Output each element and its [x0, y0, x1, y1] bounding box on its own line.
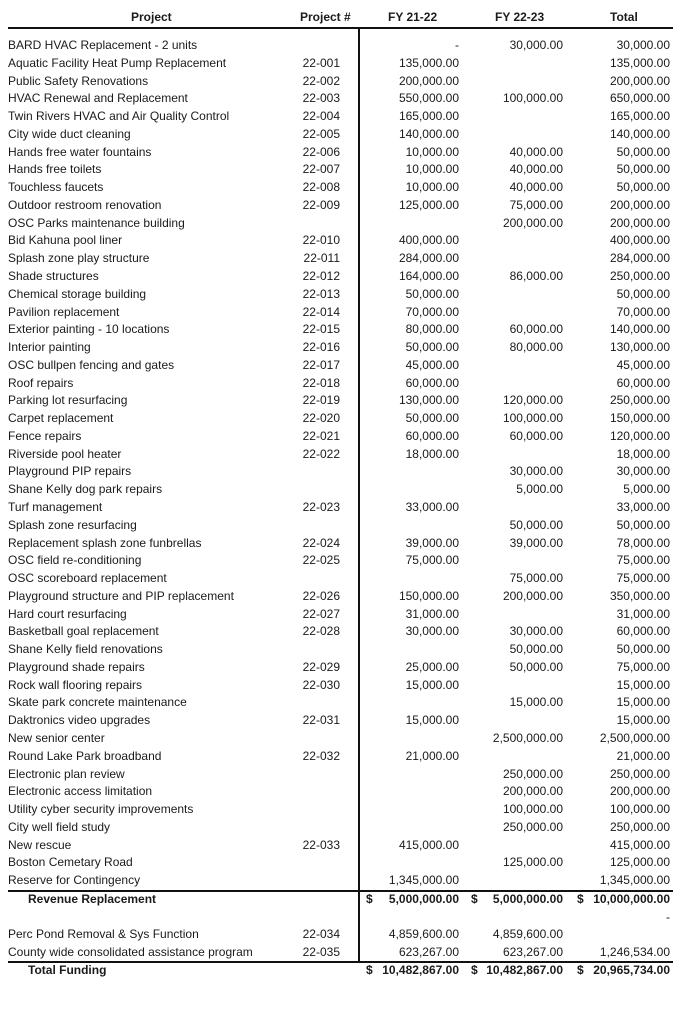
project-name: Electronic plan review: [8, 766, 125, 781]
fy-21-22-amount: 415,000.00: [398, 837, 459, 852]
total-funding-fy2: 10,482,867.00: [486, 963, 563, 977]
fy-21-22-amount: 80,000.00: [405, 322, 459, 337]
total-amount: 75,000.00: [616, 659, 670, 674]
table-row: [0, 552, 689, 569]
fy-21-22-amount: 30,000.00: [405, 624, 459, 639]
fy-22-23-amount: 4,859,600.00: [492, 927, 563, 941]
project-name: Aquatic Facility Heat Pump Replacement: [8, 55, 227, 70]
table-row: [0, 55, 689, 72]
fy-21-22-amount: -: [455, 38, 459, 52]
fy-22-23-amount: 50,000.00: [509, 642, 563, 657]
fy-21-22-amount: 135,000.00: [398, 55, 459, 70]
total-amount: 250,000.00: [609, 819, 670, 834]
table-row: [0, 144, 689, 161]
project-number: 22-029: [302, 659, 340, 674]
project-name: Roof repairs: [8, 375, 74, 390]
header-fy-22-23: FY 22-23: [495, 10, 545, 24]
table-row: [0, 606, 689, 623]
project-name: Playground shade repairs: [8, 659, 145, 674]
project-number: 22-003: [302, 91, 340, 106]
header-project-number: Project #: [300, 10, 351, 24]
table-row: [0, 783, 689, 800]
total-amount: 60,000.00: [616, 624, 670, 639]
project-name: Carpet replacement: [8, 411, 114, 426]
project-name: Hard court resurfacing: [8, 606, 127, 621]
total-amount: 140,000.00: [609, 126, 670, 141]
fy-22-23-amount: 50,000.00: [509, 659, 563, 674]
fy-22-23-amount: 80,000.00: [509, 340, 563, 355]
currency-symbol: $: [471, 892, 478, 906]
table-row: [0, 499, 689, 516]
fy-22-23-amount: 60,000.00: [509, 428, 563, 443]
project-number: 22-018: [302, 375, 340, 390]
fy-22-23-amount: 100,000.00: [502, 411, 563, 426]
project-number: 22-016: [302, 340, 340, 355]
fy-21-22-amount: 4,859,600.00: [388, 927, 459, 941]
table-row: [0, 410, 689, 427]
total-amount: 50,000.00: [616, 162, 670, 177]
total-amount: 200,000.00: [609, 784, 670, 799]
total-funding-total: 20,965,734.00: [593, 963, 670, 977]
fy-21-22-amount: 50,000.00: [405, 286, 459, 301]
project-number: 22-019: [302, 393, 340, 408]
table-row: [0, 392, 689, 409]
project-name: Interior painting: [8, 340, 91, 355]
fy-21-22-amount: 25,000.00: [405, 659, 459, 674]
project-number: 22-023: [302, 500, 340, 515]
project-name: BARD HVAC Replacement - 2 units: [8, 38, 198, 52]
total-amount: 78,000.00: [616, 535, 670, 550]
table-row: [0, 286, 689, 303]
revenue-replacement-total: 10,000,000.00: [593, 892, 670, 906]
table-row: [0, 766, 689, 783]
project-name: Turf management: [8, 500, 103, 515]
project-number: 22-010: [302, 233, 340, 248]
project-number: 22-021: [302, 428, 340, 443]
fy-22-23-amount: 40,000.00: [509, 144, 563, 159]
project-number: 22-011: [303, 251, 340, 266]
currency-symbol: $: [366, 892, 373, 906]
table-row: [0, 215, 689, 232]
total-amount: 60,000.00: [616, 375, 670, 390]
total-amount: 50,000.00: [616, 642, 670, 657]
table-row: [0, 232, 689, 249]
table-row: [0, 535, 689, 552]
project-name: Skate park concrete maintenance: [8, 695, 187, 710]
total-amount: 30,000.00: [616, 38, 670, 52]
project-name: Playground structure and PIP replacement: [8, 588, 234, 603]
table-row: [0, 641, 689, 658]
fy-21-22-amount: 18,000.00: [405, 446, 459, 461]
currency-symbol: $: [471, 963, 478, 977]
total-amount: 50,000.00: [616, 144, 670, 159]
total-amount: 18,000.00: [616, 446, 670, 461]
currency-symbol: $: [577, 892, 584, 906]
project-name: Daktronics video upgrades: [8, 713, 151, 728]
project-number: 22-027: [302, 606, 340, 621]
project-number: 22-035: [302, 944, 340, 959]
project-number: 22-005: [302, 126, 340, 141]
fy-21-22-amount: 15,000.00: [405, 677, 459, 692]
fy-21-22-amount: 400,000.00: [398, 233, 459, 248]
project-number: 22-002: [302, 73, 340, 88]
table-row: [0, 872, 689, 889]
table-row: [0, 108, 689, 125]
project-number: 22-025: [302, 553, 340, 568]
total-amount: 50,000.00: [616, 180, 670, 195]
fy-21-22-amount: 45,000.00: [405, 357, 459, 372]
total-amount: 50,000.00: [616, 286, 670, 301]
fy-22-23-amount: 120,000.00: [502, 393, 563, 408]
project-number: 22-015: [302, 322, 340, 337]
project-name: Playground PIP repairs: [8, 464, 132, 479]
total-amount: 650,000.00: [609, 91, 670, 106]
project-name: Public Safety Renovations: [8, 73, 149, 88]
project-name: Replacement splash zone funbrellas: [8, 535, 202, 550]
total-amount: 21,000.00: [616, 748, 670, 763]
table-row: [0, 588, 689, 605]
fy-21-22-amount: 60,000.00: [405, 375, 459, 390]
table-row: [0, 197, 689, 214]
header-total: Total: [610, 10, 638, 24]
project-name: Outdoor restroom renovation: [8, 197, 162, 212]
total-amount: 250,000.00: [609, 393, 670, 408]
fy-21-22-amount: 550,000.00: [398, 91, 459, 106]
project-number: 22-012: [302, 269, 340, 283]
fy-21-22-amount: 39,000.00: [405, 535, 459, 550]
project-number: 22-013: [302, 286, 340, 301]
total-funding-label: Total Funding: [28, 963, 107, 977]
table-row: [0, 570, 689, 587]
currency-symbol: $: [577, 963, 584, 977]
table-row: [0, 375, 689, 392]
total-amount: 15,000.00: [616, 713, 670, 728]
table-row: [0, 694, 689, 711]
project-name: OSC bullpen fencing and gates: [8, 357, 175, 372]
fy-22-23-amount: 100,000.00: [502, 802, 563, 817]
project-name: Riverside pool heater: [8, 446, 122, 461]
total-amount: 200,000.00: [609, 73, 670, 88]
fy-21-22-amount: 70,000.00: [405, 304, 459, 319]
table-row: [0, 73, 689, 90]
table-row: [0, 179, 689, 196]
currency-symbol: $: [366, 963, 373, 977]
project-name: New rescue: [8, 837, 72, 852]
project-name: Shane Kelly field renovations: [8, 642, 163, 657]
table-row: [0, 357, 689, 374]
project-name: Rock wall flooring repairs: [8, 677, 143, 692]
project-number: 22-017: [302, 357, 340, 372]
fy-22-23-amount: 30,000.00: [509, 624, 563, 639]
project-name: Shade structures: [8, 269, 99, 283]
project-number: 22-001: [302, 55, 340, 70]
total-amount: 15,000.00: [616, 677, 670, 692]
table-row: [0, 428, 689, 445]
total-amount: 130,000.00: [609, 340, 670, 355]
fy-21-22-amount: 623,267.00: [398, 944, 459, 959]
table-row: [0, 837, 689, 854]
total-amount: 350,000.00: [609, 588, 670, 603]
project-name: Parking lot resurfacing: [8, 393, 128, 408]
fy-22-23-amount: 40,000.00: [509, 180, 563, 195]
table-row: [0, 463, 689, 480]
project-name: Chemical storage building: [8, 286, 147, 301]
blank-row-total: -: [666, 910, 670, 924]
table-row: [0, 446, 689, 463]
total-amount: 100,000.00: [609, 802, 670, 817]
project-name: Boston Cemetary Road: [8, 855, 133, 870]
table-row: [0, 268, 689, 285]
fy-22-23-amount: 200,000.00: [502, 215, 563, 230]
revenue-replacement-fy2: 5,000,000.00: [492, 892, 563, 906]
total-amount: 250,000.00: [609, 766, 670, 781]
revenue-replacement-fy1: 5,000,000.00: [388, 892, 459, 906]
fy-22-23-amount: 50,000.00: [509, 517, 563, 532]
project-name: Fence repairs: [8, 428, 82, 443]
project-number: 22-008: [302, 180, 340, 195]
fy-21-22-amount: 50,000.00: [405, 411, 459, 426]
total-amount: 45,000.00: [616, 357, 670, 372]
project-name: Bid Kahuna pool liner: [8, 233, 123, 248]
project-number: 22-024: [302, 535, 340, 550]
project-number: 22-033: [302, 837, 340, 852]
fy-22-23-amount: 75,000.00: [509, 571, 563, 586]
project-number: 22-032: [302, 748, 340, 763]
project-number: 22-004: [302, 109, 340, 124]
fy-22-23-amount: 623,267.00: [502, 944, 563, 959]
total-amount: 165,000.00: [609, 109, 670, 124]
project-name: Hands free toilets: [8, 162, 102, 177]
project-name: City wide duct cleaning: [8, 126, 131, 141]
project-number: 22-034: [302, 927, 340, 941]
project-name: Shane Kelly dog park repairs: [8, 482, 163, 497]
project-name: New senior center: [8, 731, 105, 746]
total-amount: 2,500,000.00: [599, 731, 670, 746]
revenue-replacement-row: [0, 891, 689, 908]
fy-21-22-amount: 21,000.00: [405, 748, 459, 763]
total-amount: 284,000.00: [609, 251, 670, 266]
project-number: 22-028: [302, 624, 340, 639]
table-row: [0, 126, 689, 143]
total-amount: 33,000.00: [616, 500, 670, 515]
fy-22-23-amount: 30,000.00: [509, 464, 563, 479]
project-name: Exterior painting - 10 locations: [8, 322, 170, 337]
fy-22-23-amount: 250,000.00: [502, 766, 563, 781]
project-name: Reserve for Contingency: [8, 873, 141, 888]
header-fy-21-22: FY 21-22: [388, 10, 438, 24]
total-amount: 1,246,534.00: [599, 944, 670, 959]
fy-21-22-amount: 15,000.00: [405, 713, 459, 728]
project-name: OSC scoreboard replacement: [8, 571, 167, 586]
project-name: Electronic access limitation: [8, 784, 153, 799]
project-name: Splash zone resurfacing: [8, 517, 137, 532]
fy-22-23-amount: 200,000.00: [502, 784, 563, 799]
total-funding-row: [0, 962, 689, 979]
table-row: [0, 161, 689, 178]
project-number: 22-007: [302, 162, 340, 177]
header-divider: [8, 27, 673, 29]
total-amount: 5,000.00: [623, 482, 670, 497]
table-row: [0, 730, 689, 747]
project-number: 22-022: [302, 446, 340, 461]
project-name: Basketball goal replacement: [8, 624, 159, 639]
fy-22-23-amount: 2,500,000.00: [492, 731, 563, 746]
total-amount: 135,000.00: [609, 55, 670, 70]
total-amount: 400,000.00: [609, 233, 670, 248]
total-amount: 200,000.00: [609, 215, 670, 230]
fy-21-22-amount: 50,000.00: [405, 340, 459, 355]
project-name: Round Lake Park broadband: [8, 748, 162, 763]
fy-22-23-amount: 5,000.00: [516, 482, 563, 497]
table-row: [0, 748, 689, 765]
table-row: [0, 659, 689, 676]
total-amount: 31,000.00: [616, 606, 670, 621]
blank-row: [0, 909, 689, 926]
total-amount: 415,000.00: [609, 837, 670, 852]
project-number: 22-020: [302, 411, 340, 426]
fy-21-22-amount: 165,000.00: [398, 109, 459, 124]
fy-22-23-amount: 39,000.00: [509, 535, 563, 550]
fy-21-22-amount: 75,000.00: [405, 553, 459, 568]
fy-22-23-amount: 86,000.00: [509, 269, 563, 283]
project-name: Splash zone play structure: [8, 251, 150, 266]
project-name: Hands free water fountains: [8, 144, 152, 159]
fy-21-22-amount: 284,000.00: [398, 251, 459, 266]
total-amount: 50,000.00: [616, 517, 670, 532]
fy-21-22-amount: 10,000.00: [405, 144, 459, 159]
total-amount: 70,000.00: [616, 304, 670, 319]
fy-22-23-amount: 15,000.00: [509, 695, 563, 710]
table-row: [0, 90, 689, 107]
project-name: City well field study: [8, 819, 111, 834]
project-name: Twin Rivers HVAC and Air Quality Control: [8, 109, 230, 124]
fy-22-23-amount: 250,000.00: [502, 819, 563, 834]
total-amount: 140,000.00: [609, 322, 670, 337]
project-number: 22-031: [302, 713, 340, 728]
table-row: [0, 517, 689, 534]
project-number: 22-006: [302, 144, 340, 159]
project-name: OSC Parks maintenance building: [8, 215, 185, 230]
fy-21-22-amount: 140,000.00: [398, 126, 459, 141]
table-row: [0, 819, 689, 836]
fy-21-22-amount: 200,000.00: [398, 73, 459, 88]
table-row: [0, 481, 689, 498]
total-funding-fy1: 10,482,867.00: [382, 963, 459, 977]
total-amount: 75,000.00: [616, 571, 670, 586]
project-name: Perc Pond Removal & Sys Function: [8, 927, 199, 941]
project-number: 22-030: [302, 677, 340, 692]
table-row: [0, 712, 689, 729]
project-name: Utility cyber security improvements: [8, 802, 194, 817]
fy-22-23-amount: 100,000.00: [502, 91, 563, 106]
table-row: [0, 926, 689, 943]
project-name: HVAC Renewal and Replacement: [8, 91, 188, 106]
table-row: [0, 854, 689, 871]
fy-22-23-amount: 75,000.00: [509, 197, 563, 212]
project-number: 22-009: [302, 197, 340, 212]
fy-22-23-amount: 40,000.00: [509, 162, 563, 177]
total-amount: 75,000.00: [616, 553, 670, 568]
table-row: [0, 37, 689, 54]
table-row: [0, 304, 689, 321]
fy-22-23-amount: 125,000.00: [502, 855, 563, 870]
fy-21-22-amount: 60,000.00: [405, 428, 459, 443]
revenue-replacement-label: Revenue Replacement: [28, 892, 157, 906]
fy-22-23-amount: 200,000.00: [502, 588, 563, 603]
project-name: OSC field re-conditioning: [8, 553, 142, 568]
fy-22-23-amount: 60,000.00: [509, 322, 563, 337]
fy-21-22-amount: 10,000.00: [405, 162, 459, 177]
project-name: Pavilion replacement: [8, 304, 120, 319]
fy-21-22-amount: 150,000.00: [398, 588, 459, 603]
table-row: [0, 339, 689, 356]
project-name: Touchless faucets: [8, 180, 104, 195]
fy-21-22-amount: 125,000.00: [398, 197, 459, 212]
total-amount: 15,000.00: [616, 695, 670, 710]
table-row: [0, 801, 689, 818]
fy-21-22-amount: 1,345,000.00: [388, 873, 459, 888]
header-project: Project: [131, 10, 172, 24]
project-name: County wide consolidated assistance program: [8, 944, 253, 959]
project-number: 22-026: [302, 588, 340, 603]
total-amount: 125,000.00: [609, 855, 670, 870]
total-amount: 120,000.00: [609, 428, 670, 443]
total-amount: 250,000.00: [609, 269, 670, 283]
fy-21-22-amount: 130,000.00: [398, 393, 459, 408]
total-amount: 1,345,000.00: [599, 873, 670, 888]
table-row: [0, 321, 689, 338]
fy-21-22-amount: 33,000.00: [405, 500, 459, 515]
total-amount: 200,000.00: [609, 197, 670, 212]
fy-21-22-amount: 31,000.00: [405, 606, 459, 621]
table-row: [0, 677, 689, 694]
fy-22-23-amount: 30,000.00: [509, 38, 563, 52]
table-row: [0, 944, 689, 961]
project-number: 22-014: [302, 304, 340, 319]
total-amount: 150,000.00: [609, 411, 670, 426]
fy-21-22-amount: 10,000.00: [405, 180, 459, 195]
table-row: [0, 623, 689, 640]
total-amount: 30,000.00: [616, 464, 670, 479]
fy-21-22-amount: 164,000.00: [398, 269, 459, 283]
table-row: [0, 250, 689, 267]
